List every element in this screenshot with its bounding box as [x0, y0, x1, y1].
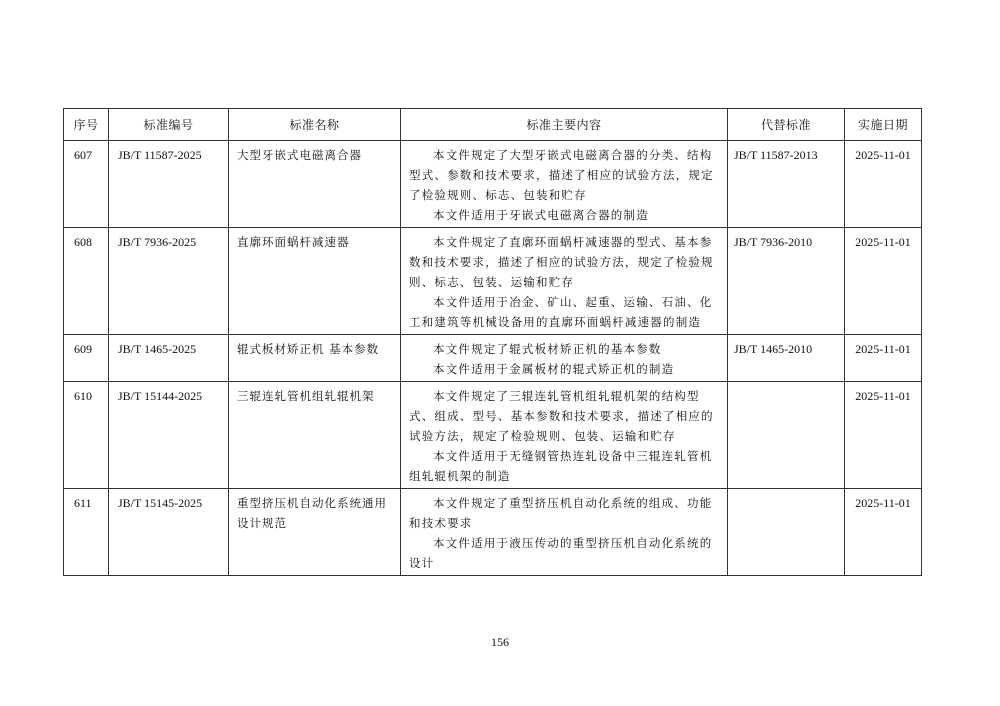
header-replaced: 代替标准: [728, 109, 845, 141]
row-content-applicability: 本文件适用于冶金、矿山、起重、运输、石油、化工和建筑等机械设备用的直廓环面蜗杆减速器的制造: [409, 295, 713, 329]
row-content-scope: 本文件规定了大型牙嵌式电磁离合器的分类、结构型式、参数和技术要求，描述了相应的试验方法，规定了检验规则、标志、包装和贮存: [409, 148, 714, 202]
row-name: 三辊连轧管机组轧辊机架: [237, 389, 375, 403]
row-code: JB/T 7936-2025: [118, 235, 197, 249]
row-content-applicability: 本文件适用于无缝钢管热连轧设备中三辊连轧管机组轧辊机架的制造: [409, 449, 713, 483]
row-replaced: [728, 489, 844, 495]
row-num: 611: [74, 496, 92, 510]
row-name: 重型挤压机自动化系统通用设计规范: [237, 496, 387, 530]
row-replaced: [728, 382, 844, 388]
row-code: JB/T 11587-2025: [118, 148, 202, 162]
row-content-scope: 本文件规定了辊式板材矫正机的基本参数: [433, 342, 662, 356]
row-content-scope: 本文件规定了直廓环面蜗杆减速器的型式、基本参数和技术要求，描述了相应的试验方法，规定了检验规则、标志、包装、运输和贮存: [409, 235, 714, 289]
header-name: 标准名称: [229, 109, 401, 141]
row-content-applicability: 本文件适用于牙嵌式电磁离合器的制造: [433, 208, 649, 222]
table-row: [64, 489, 922, 576]
row-num: 608: [74, 235, 92, 249]
row-code: JB/T 1465-2025: [118, 342, 197, 356]
header-date: 实施日期: [845, 109, 922, 141]
row-date: 2025-11-01: [855, 148, 911, 162]
row-date: 2025-11-01: [855, 389, 911, 403]
header-code: 标准编号: [109, 109, 229, 141]
row-name: 大型牙嵌式电磁离合器: [237, 148, 362, 162]
row-date: 2025-11-01: [855, 235, 911, 249]
row-name: 直廓环面蜗杆减速器: [237, 235, 350, 249]
row-content-applicability: 本文件适用于金属板材的辊式矫正机的制造: [433, 362, 675, 376]
row-content-applicability: 本文件适用于液压传动的重型挤压机自动化系统的设计: [409, 536, 713, 570]
table-row: [64, 141, 922, 228]
table-row: [64, 382, 922, 489]
row-code: JB/T 15145-2025: [118, 496, 203, 510]
row-replaced: JB/T 11587-2013: [734, 148, 818, 162]
row-num: 609: [74, 342, 92, 356]
header-content: 标准主要内容: [401, 109, 728, 141]
header-num: 序号: [64, 109, 109, 141]
row-content-scope: 本文件规定了重型挤压机自动化系统的组成、功能和技术要求: [409, 496, 713, 530]
row-code: JB/T 15144-2025: [118, 389, 203, 403]
standards-table: [63, 108, 922, 576]
row-content-scope: 本文件规定了三辊连轧管机组轧辊机架的结构型式、组成、型号、基本参数和技术要求，描述了相应的试验方法，规定了检验规则、包装、运输和贮存: [409, 389, 714, 443]
row-num: 610: [74, 389, 92, 403]
table-row: [64, 335, 922, 382]
table-row: [64, 228, 922, 335]
row-replaced: JB/T 1465-2010: [734, 342, 813, 356]
page-number: 156: [491, 635, 509, 649]
row-date: 2025-11-01: [855, 496, 911, 510]
row-replaced: JB/T 7936-2010: [734, 235, 813, 249]
row-name: 辊式板材矫正机 基本参数: [237, 342, 380, 356]
table-header-row: [64, 109, 922, 141]
row-num: 607: [74, 148, 92, 162]
row-date: 2025-11-01: [855, 342, 911, 356]
